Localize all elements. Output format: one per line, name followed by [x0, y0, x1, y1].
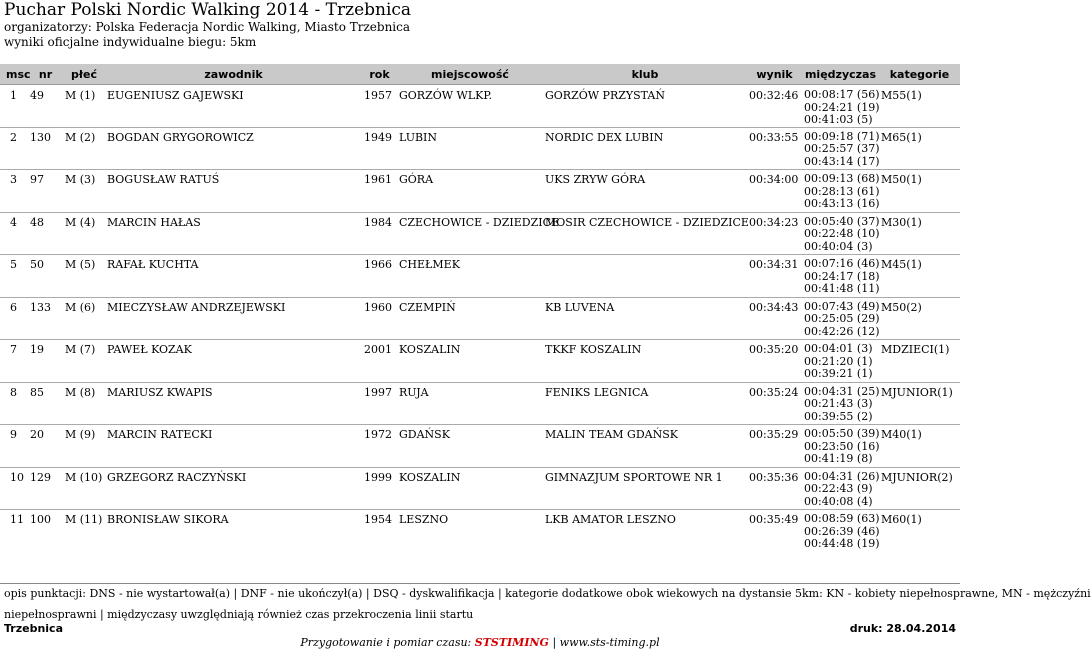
- credit-prefix: Przygotowanie i pomiar czasu:: [300, 636, 475, 649]
- col-header-miejscowosc[interactable]: miejscowość: [397, 64, 543, 85]
- cell-miejscowosc: KOSZALIN: [399, 343, 461, 356]
- cell-klub: FENIKS LEGNICA: [545, 385, 649, 399]
- table-row[interactable]: [0, 85, 960, 128]
- table-row[interactable]: [0, 298, 960, 340]
- cell-wynik: 00:35:20: [749, 343, 799, 356]
- cell-klub: KB LUVENA: [545, 300, 615, 314]
- split-time: 00:24:17 (18): [804, 269, 880, 283]
- cell-wynik: 00:34:00: [749, 173, 799, 186]
- cell-miedzyczas: [802, 510, 879, 552]
- split-time: 00:43:14 (17): [804, 154, 880, 168]
- results-body: [0, 85, 960, 553]
- cell-plec: M (9): [65, 428, 96, 441]
- cell-wynik: 00:35:29: [749, 428, 799, 441]
- cell-kategoria: M50(1): [881, 173, 922, 186]
- split-time: 00:24:21 (19): [804, 100, 880, 114]
- sts-timing-logo[interactable]: STSTIMING: [474, 636, 549, 649]
- cell-msc: 2: [10, 130, 17, 144]
- split-time: 00:40:04 (3): [804, 239, 873, 253]
- col-header-msc[interactable]: msc: [0, 64, 28, 85]
- cell-kategoria: M65(1): [881, 130, 922, 144]
- col-header-plec[interactable]: płeć: [63, 64, 105, 85]
- split-time: 00:05:50 (39): [804, 427, 880, 440]
- cell-klub: GIMNAZJUM SPORTOWE NR 1: [545, 470, 723, 484]
- cell-rok: 2001: [364, 343, 392, 356]
- split-time: 00:04:01 (3): [804, 342, 873, 355]
- split-time: 00:44:48 (19): [804, 537, 880, 550]
- cell-miedzyczas: [802, 255, 879, 297]
- cell-wynik: 00:33:55: [749, 130, 799, 144]
- cell-rok: 1972: [364, 428, 392, 441]
- split-time: 00:07:43 (49): [804, 299, 880, 313]
- cell-kategoria: MDZIECI(1): [881, 343, 950, 356]
- cell-miedzyczas: [802, 213, 879, 255]
- cell-miejscowosc: GORZÓW WLKP.: [399, 89, 493, 102]
- cell-zawodnik: MARCIN HAŁAS: [107, 215, 201, 229]
- col-header-rok[interactable]: rok: [362, 64, 397, 85]
- cell-wynik: 00:35:36: [749, 470, 799, 484]
- cell-miedzyczas: [802, 128, 879, 170]
- cell-miejscowosc: LESZNO: [399, 513, 449, 526]
- cell-klub: TKKF KOSZALIN: [545, 343, 642, 356]
- cell-miedzyczas: [802, 298, 879, 340]
- cell-kategoria: M30(1): [881, 215, 922, 229]
- cell-nr: 97: [30, 173, 44, 186]
- cell-wynik: 00:35:24: [749, 385, 799, 399]
- cell-kategoria: M45(1): [881, 258, 922, 271]
- split-time: 00:07:16 (46): [804, 257, 880, 270]
- cell-zawodnik: MARIUSZ KWAPIS: [107, 385, 213, 399]
- table-row[interactable]: [0, 383, 960, 425]
- cell-kategoria: M60(1): [881, 513, 922, 526]
- cell-nr: 49: [30, 89, 44, 102]
- cell-plec: M (10): [65, 470, 103, 484]
- cell-rok: 1961: [364, 173, 392, 186]
- results-table: [0, 64, 960, 552]
- cell-zawodnik: RAFAŁ KUCHTA: [107, 258, 199, 271]
- cell-msc: 11: [10, 513, 24, 526]
- cell-klub: NORDIC DEX LUBIN: [545, 130, 664, 144]
- cell-miejscowosc: CZECHOWICE - DZIEDZICE: [399, 215, 560, 229]
- cell-rok: 1999: [364, 470, 392, 484]
- cell-wynik: 00:35:49: [749, 513, 799, 526]
- cell-rok: 1960: [364, 300, 392, 314]
- col-header-zawodnik[interactable]: zawodnik: [105, 64, 362, 85]
- split-time: 00:08:17 (56): [804, 88, 880, 101]
- cell-klub: [543, 255, 747, 297]
- page-title: Puchar Polski Nordic Walking 2014 - Trzebnica: [4, 0, 412, 20]
- cell-plec: M (7): [65, 343, 96, 356]
- credit-suffix[interactable]: | www.sts-timing.pl: [548, 636, 660, 649]
- split-time: 00:41:19 (8): [804, 452, 873, 465]
- timing-credit: [0, 636, 960, 649]
- cell-rok: 1984: [364, 215, 392, 229]
- cell-msc: 3: [10, 173, 17, 186]
- cell-miedzyczas: [802, 170, 879, 212]
- split-time: 00:04:31 (26): [804, 469, 880, 483]
- table-row[interactable]: [0, 255, 960, 297]
- cell-miejscowosc: LUBIN: [399, 130, 438, 144]
- cell-msc: 6: [10, 300, 17, 314]
- cell-msc: 1: [10, 89, 17, 102]
- col-header-klub[interactable]: klub: [543, 64, 747, 85]
- col-header-miedzyczas[interactable]: międzyczas: [802, 64, 879, 85]
- cell-kategoria: M55(1): [881, 89, 922, 102]
- cell-plec: M (5): [65, 258, 96, 271]
- split-time: 00:22:43 (9): [804, 482, 873, 495]
- cell-nr: 130: [30, 130, 51, 144]
- cell-miedzyczas: [802, 468, 879, 510]
- split-time: 00:39:55 (2): [804, 409, 873, 423]
- cell-zawodnik: GRZEGORZ RACZYŃSKI: [107, 470, 247, 484]
- cell-nr: 50: [30, 258, 44, 271]
- cell-nr: 20: [30, 428, 44, 441]
- cell-klub: GORZÓW PRZYSTAŃ: [545, 89, 665, 102]
- cell-rok: 1957: [364, 89, 392, 102]
- cell-klub: MALIN TEAM GDAŃSK: [545, 428, 678, 441]
- split-time: 00:05:40 (37): [804, 214, 880, 228]
- split-time: 00:43:13 (16): [804, 197, 880, 210]
- cell-miejscowosc: GÓRA: [399, 173, 434, 186]
- table-row[interactable]: [0, 425, 960, 467]
- cell-klub: LKB AMATOR LESZNO: [545, 513, 676, 526]
- cell-miedzyczas: [802, 383, 879, 425]
- cell-msc: 10: [10, 470, 24, 484]
- cell-wynik: 00:34:31: [749, 258, 799, 271]
- cell-msc: 4: [10, 215, 17, 229]
- split-time: 00:09:13 (68): [804, 172, 880, 185]
- cell-msc: 9: [10, 428, 17, 441]
- cell-nr: 85: [30, 385, 44, 399]
- col-header-kategorie[interactable]: kategorie: [879, 64, 960, 85]
- cell-kategoria: MJUNIOR(1): [881, 385, 953, 399]
- cell-kategoria: M50(2): [881, 300, 922, 314]
- cell-rok: 1954: [364, 513, 392, 526]
- cell-rok: 1949: [364, 130, 392, 144]
- cell-nr: 100: [30, 513, 51, 526]
- cell-msc: 8: [10, 385, 17, 399]
- split-time: 00:21:43 (3): [804, 397, 873, 410]
- cell-rok: 1997: [364, 385, 392, 399]
- cell-wynik: 00:34:43: [749, 300, 799, 314]
- cell-zawodnik: EUGENIUSZ GAJEWSKI: [107, 89, 244, 102]
- split-time: 00:25:57 (37): [804, 142, 880, 155]
- cell-miejscowosc: CHEŁMEK: [399, 258, 460, 271]
- split-time: 00:04:31 (25): [804, 384, 880, 398]
- cell-miedzyczas: [802, 340, 879, 382]
- cell-plec: M (8): [65, 385, 96, 399]
- split-time: 00:09:18 (71): [804, 129, 880, 143]
- cell-miedzyczas: [802, 85, 879, 128]
- cell-wynik: 00:32:46: [749, 89, 799, 102]
- cell-zawodnik: BOGUSŁAW RATUŚ: [107, 173, 220, 186]
- table-row[interactable]: [0, 128, 960, 170]
- cell-klub: UKS ZRYW GÓRA: [545, 173, 646, 186]
- print-date: druk: 28.04.2014: [849, 622, 956, 635]
- cell-miedzyczas: [802, 425, 879, 467]
- cell-plec: M (1): [65, 89, 96, 102]
- cell-zawodnik: PAWEŁ KOZAK: [107, 343, 192, 356]
- cell-plec: M (6): [65, 300, 96, 314]
- cell-plec: M (2): [65, 130, 96, 144]
- cell-zawodnik: BOGDAN GRYGOROWICZ: [107, 130, 254, 144]
- cell-plec: M (3): [65, 173, 96, 186]
- cell-msc: 5: [10, 258, 17, 271]
- cell-nr: 133: [30, 300, 51, 314]
- split-time: 00:25:05 (29): [804, 312, 880, 325]
- cell-miejscowosc: KOSZALIN: [399, 470, 461, 484]
- cell-miejscowosc: CZEMPIŃ: [399, 300, 456, 314]
- footer-place: Trzebnica: [4, 622, 64, 635]
- split-time: 00:41:48 (11): [804, 282, 880, 295]
- legend-line-1: opis punktacji: DNS - nie wystartował(a) | DNF - nie ukończył(a) | DSQ - dyskwalifikacja | kategorie dodatkowe obok wiekowych na dystansie 5km: KN - kobiety niepełnosprawne, MN - mężczyźni: [0, 583, 960, 600]
- split-time: 00:21:20 (1): [804, 354, 873, 368]
- table-row[interactable]: [0, 468, 960, 510]
- cell-miejscowosc: RUJA: [399, 385, 429, 399]
- cell-rok: 1966: [364, 258, 392, 271]
- cell-wynik: 00:34:23: [749, 215, 799, 229]
- cell-nr: 19: [30, 343, 44, 356]
- results-subtitle: wyniki oficjalne indywidualne biegu: 5km: [4, 35, 257, 49]
- cell-nr: 129: [30, 470, 51, 484]
- table-row[interactable]: [0, 170, 960, 212]
- cell-kategoria: M40(1): [881, 428, 922, 441]
- split-time: 00:08:59 (63): [804, 512, 880, 525]
- split-time: 00:28:13 (61): [804, 184, 880, 198]
- table-row[interactable]: [0, 213, 960, 255]
- cell-plec: M (11): [65, 513, 103, 526]
- cell-plec: M (4): [65, 215, 96, 229]
- table-row[interactable]: [0, 340, 960, 382]
- split-time: 00:39:21 (1): [804, 367, 873, 380]
- split-time: 00:26:39 (46): [804, 524, 880, 538]
- split-time: 00:23:50 (16): [804, 439, 880, 453]
- split-time: 00:40:08 (4): [804, 494, 873, 508]
- table-row[interactable]: [0, 510, 960, 552]
- cell-kategoria: MJUNIOR(2): [881, 470, 953, 484]
- organizers-line: organizatorzy: Polska Federacja Nordic Walking, Miasto Trzebnica: [4, 20, 411, 34]
- cell-zawodnik: MIECZYSŁAW ANDRZEJEWSKI: [107, 300, 286, 314]
- split-time: 00:22:48 (10): [804, 227, 880, 240]
- split-time: 00:41:03 (5): [804, 113, 873, 126]
- legend-line-2: niepełnosprawni | międzyczasy uwzględniają również czas przekroczenia linii startu: [4, 608, 474, 621]
- cell-msc: 7: [10, 343, 17, 356]
- col-header-nr[interactable]: nr: [28, 64, 63, 85]
- table-header-row: [0, 64, 960, 85]
- cell-klub: MOSIR CZECHOWICE - DZIEDZICE: [545, 215, 749, 229]
- cell-zawodnik: BRONISŁAW SIKORA: [107, 513, 229, 526]
- split-time: 00:42:26 (12): [804, 324, 880, 338]
- cell-miejscowosc: GDAŃSK: [399, 428, 450, 441]
- cell-zawodnik: MARCIN RATECKI: [107, 428, 213, 441]
- col-header-wynik[interactable]: wynik: [747, 64, 802, 85]
- cell-nr: 48: [30, 215, 44, 229]
